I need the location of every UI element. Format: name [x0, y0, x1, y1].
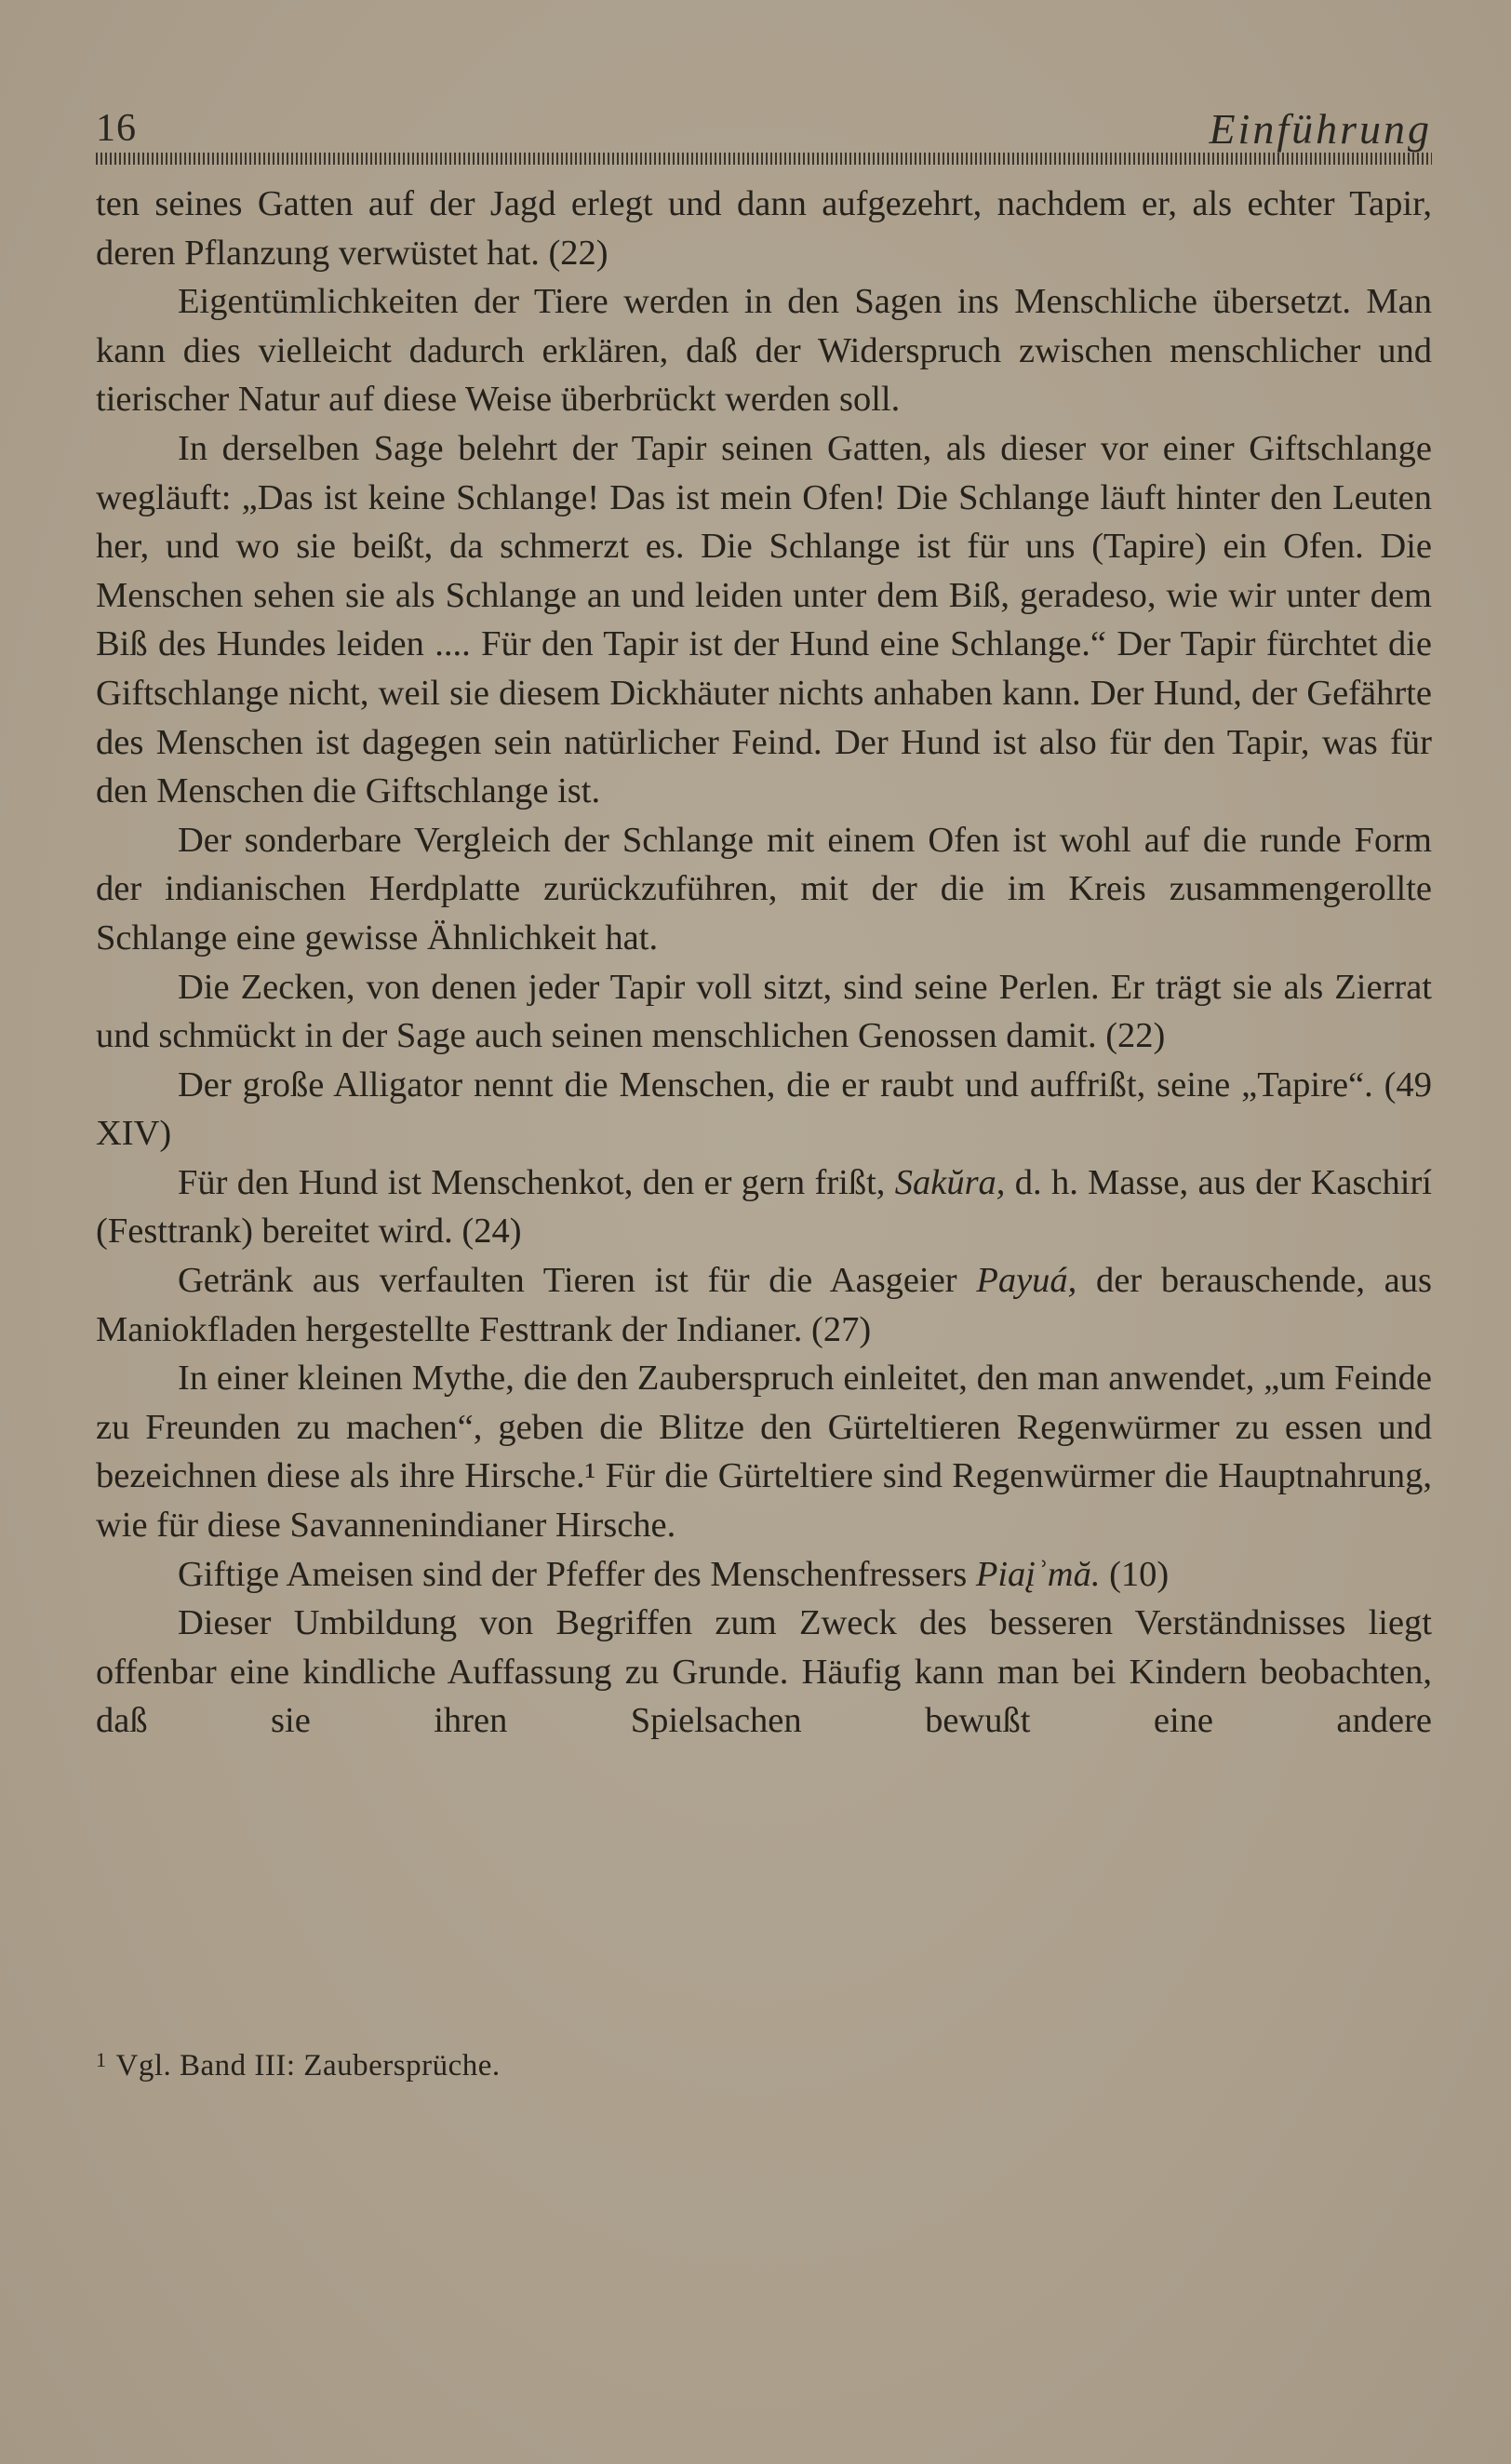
text-run: Giftige Ameisen sind der Pfeffer des Menschenfressers	[178, 1554, 976, 1594]
text-run: d. h. Masse, aus der Kaschirí (Festtrank) bereitet wird. (24)	[96, 1162, 1432, 1252]
paragraph	[96, 963, 1432, 1061]
paragraph	[96, 1599, 1432, 1746]
paragraph	[96, 816, 1432, 963]
header-rule	[96, 153, 1432, 165]
italic-term: Payuá,	[976, 1261, 1077, 1301]
paragraph	[96, 1256, 1432, 1354]
text-run: ten seines Gatten auf der Jagd erlegt und dann aufgezehrt, nachdem er, als echter Tapir, deren Pflanzung verwüstet hat. (22)	[96, 184, 1432, 273]
italic-term: Sakŭra,	[894, 1162, 1006, 1202]
paragraph	[96, 1354, 1432, 1549]
text-run: der berauschende, aus Maniokfladen hergestellte Festtrank der Indianer. (27)	[96, 1261, 1432, 1349]
text-run: Die Zecken, von denen jeder Tapir voll sitzt, sind seine Perlen. Er trägt sie als Zierrat und schmückt in der Sage auch seinen menschlichen Genossen damit. (22)	[96, 967, 1432, 1056]
text-run: Der große Alligator nennt die Menschen, die er raubt und auffrißt, seine „Tapire“. (49 XIV)	[96, 1065, 1432, 1154]
footnote-marker: 1	[96, 2048, 107, 2071]
body-text	[96, 180, 1432, 1746]
paragraph	[96, 1158, 1432, 1256]
text-run: Getränk aus verfaulten Tieren ist für die Aasgeier	[178, 1261, 977, 1301]
paragraph	[96, 424, 1432, 816]
text-run: Für den Hund ist Menschenkot, den er gern frißt,	[178, 1162, 895, 1202]
text-run: Eigentümlichkeiten der Tiere werden in den Sagen ins Menschliche übersetzt. Man kann dies vielleicht dadurch erklären, daß der Widerspruch zwischen menschlicher und tierischer Natur auf diese Weise überbrückt werden soll.	[96, 282, 1432, 420]
text-run: In derselben Sage belehrt der Tapir seinen Gatten, als dieser vor einer Giftschlange wegläuft: „Das ist keine Schlange! Das ist mein Ofen! Die Schlange läuft hinter den Leuten her, und wo sie beißt, da schmerzt es. Die Schlange ist für uns (Tapire) ein Ofen. Die Menschen sehen sie als Schlange an und leiden unter dem Biß, geradeso, wie wir unter dem Biß des Hundes leiden .... Für den Tapir ist der Hund eine Schlange.“ Der Tapir fürchtet die Giftschlange nicht, weil sie diesem Dickhäuter nichts anhaben kann. Der Hund, der Gefährte des Menschen ist dagegen sein natürlicher Feind. Der Hund ist also für den Tapir, was für den Menschen die Giftschlange ist.	[96, 428, 1432, 811]
footnote	[96, 2040, 1432, 2086]
paragraph	[96, 277, 1432, 424]
text-run: (10)	[1100, 1554, 1170, 1594]
text-run: Dieser Umbildung von Begriffen zum Zweck des besseren Verständnisses liegt offenbar eine kindliche Auffassung zu Grunde. Häufig kann man bei Kindern beobachten, daß sie ihren Spielsachen bewußt eine andere	[96, 1603, 1432, 1741]
italic-term: Piaįʾmă.	[975, 1554, 1101, 1594]
footnote-text: Vgl. Band III: Zaubersprüche.	[115, 2049, 501, 2082]
page-header	[96, 104, 1432, 153]
page-number: 16	[96, 107, 137, 150]
text-run: In einer kleinen Mythe, die den Zauberspruch einleitet, den man anwendet, „um Feinde zu Freunden zu machen“, geben die Blitze den Gürteltieren Regenwürmer zu essen und bezeichnen diese als ihre Hirsche.¹ Für die Gürteltiere sind Regenwürmer die Hauptnahrung, wie für diese Savannenindianer Hirsche.	[96, 1359, 1432, 1546]
paragraph	[96, 1550, 1432, 1600]
paragraph	[96, 180, 1432, 277]
paragraph	[96, 1061, 1432, 1158]
running-head: Einführung	[1209, 105, 1432, 153]
text-run: Der sonderbare Vergleich der Schlange mit einem Ofen ist wohl auf die runde Form der indianischen Herdplatte zurückzuführen, mit der die im Kreis zusammengerollte Schlange eine gewisse Ähnlichkeit hat.	[96, 820, 1432, 957]
